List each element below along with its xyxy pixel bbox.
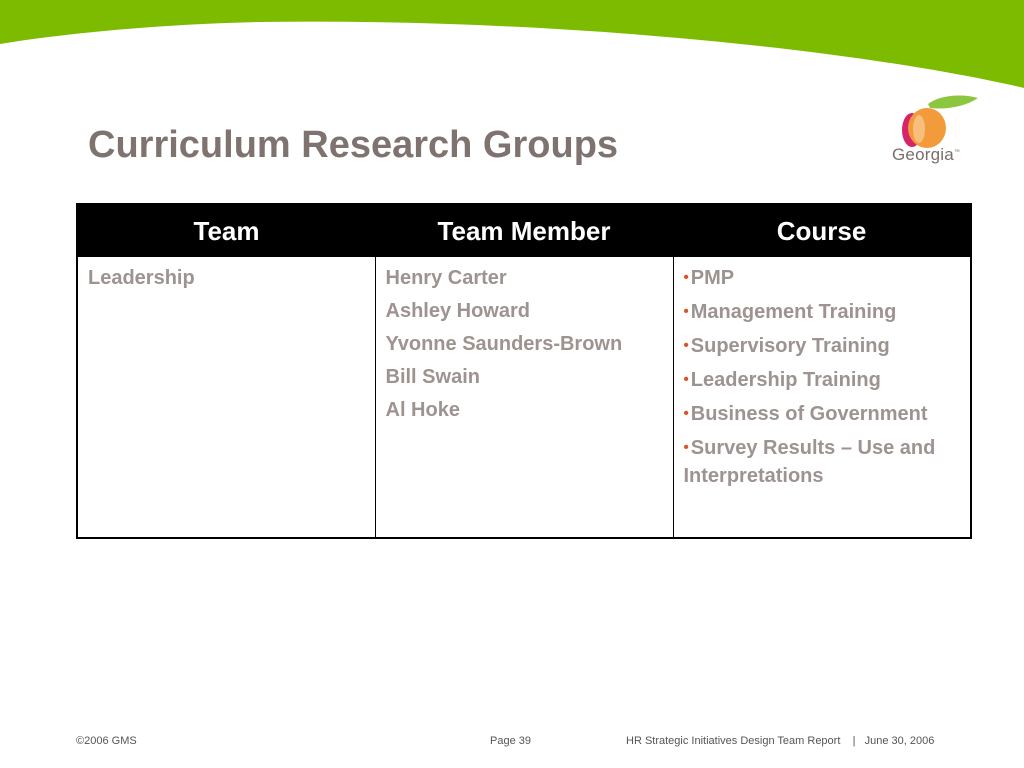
team-cell bbox=[77, 257, 375, 538]
courses-cell bbox=[673, 257, 971, 538]
member-name: Ashley Howard bbox=[385, 300, 530, 322]
table-row bbox=[77, 257, 971, 538]
bullet-icon: • bbox=[683, 269, 689, 286]
research-groups-table bbox=[76, 203, 972, 539]
footer-page-number: Page 39 bbox=[490, 735, 531, 747]
bullet-icon: • bbox=[683, 337, 689, 354]
slide-title: Curriculum Research Groups bbox=[88, 124, 619, 166]
course-item: • Management Training bbox=[683, 301, 897, 323]
header-team: Team bbox=[77, 204, 375, 257]
member-name: Yvonne Saunders-Brown bbox=[385, 333, 623, 355]
bullet-icon: • bbox=[683, 405, 689, 422]
course-item: • Survey Results – Use and Interpretations bbox=[683, 437, 936, 487]
footer-copyright: ©2006 GMS bbox=[76, 735, 137, 747]
course-item: • PMP bbox=[683, 267, 735, 289]
footer-report-info: HR Strategic Initiatives Design Team Report | June 30, 2006 bbox=[626, 735, 935, 747]
table-header-row bbox=[77, 204, 971, 257]
top-banner-swoosh bbox=[0, 0, 1024, 100]
member-name: Bill Swain bbox=[385, 366, 480, 388]
leaf-icon bbox=[928, 96, 978, 109]
bullet-icon: • bbox=[683, 371, 689, 388]
header-team-member: Team Member bbox=[375, 204, 673, 257]
team-name: Leadership bbox=[88, 267, 195, 289]
bullet-icon: • bbox=[683, 303, 689, 320]
member-name: Henry Carter bbox=[385, 267, 507, 289]
bullet-icon: • bbox=[683, 439, 689, 456]
members-cell bbox=[375, 257, 673, 538]
header-course: Course bbox=[673, 204, 971, 257]
logo-wordmark: Georgia™ bbox=[892, 145, 961, 164]
course-item: • Business of Government bbox=[683, 403, 928, 425]
course-item: • Supervisory Training bbox=[683, 335, 890, 357]
course-item: • Leadership Training bbox=[683, 369, 881, 391]
member-name: Al Hoke bbox=[385, 399, 460, 421]
georgia-logo bbox=[886, 92, 986, 172]
